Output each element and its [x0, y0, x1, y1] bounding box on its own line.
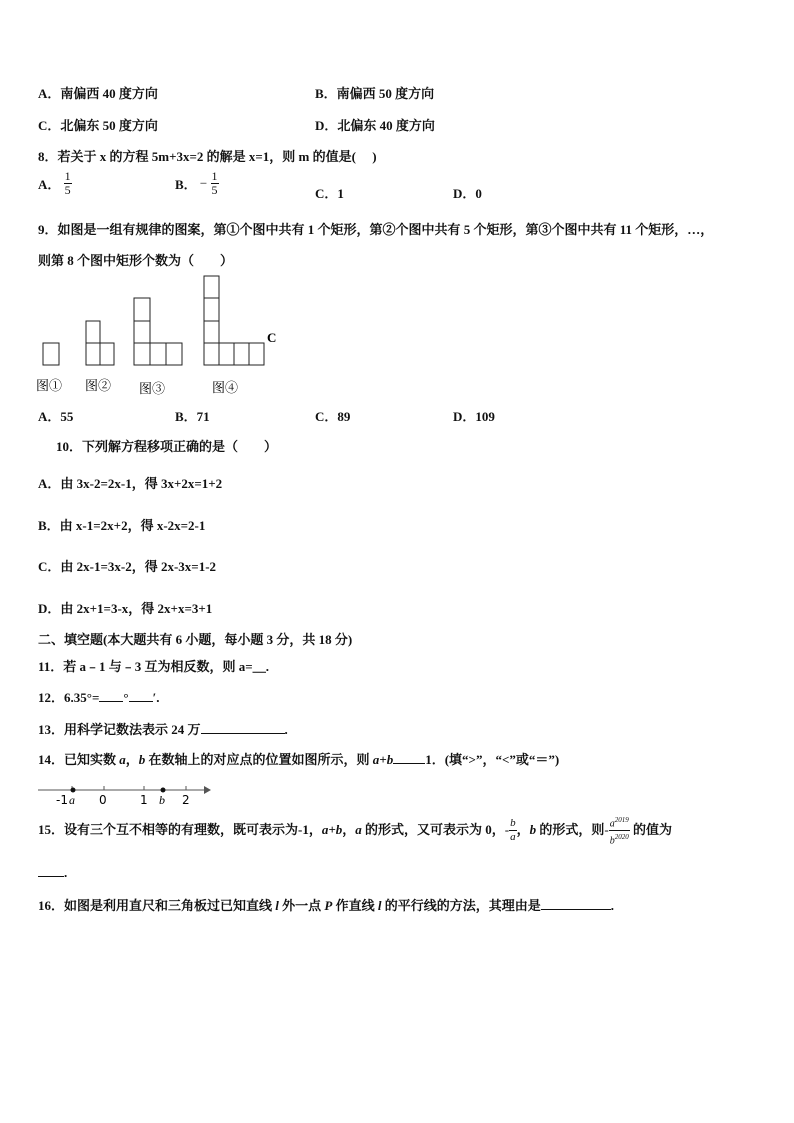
q8-option-a-label: A． [38, 177, 61, 192]
answer-blank [38, 864, 64, 877]
point-a-label: a [69, 793, 75, 807]
q16-mid: 外一点 [278, 898, 325, 913]
q12-text [38, 687, 159, 706]
q10-stem: 10．下列解方程移项正确的是（ ） [56, 439, 278, 454]
exponent: 2020 [614, 833, 629, 842]
base-a: a [609, 818, 615, 830]
fig3-rect [134, 298, 150, 321]
q8-option-a-fraction [64, 170, 72, 197]
q9-stem-line2: 则第 8 个图中矩形个数为（ ） [38, 253, 234, 268]
q14-suffix: 1．(填“>”，“<”或“＝”) [425, 752, 560, 767]
fig-label-1: 图① [36, 378, 63, 393]
minus-sign: - [504, 821, 510, 837]
var-b: b [138, 752, 146, 767]
q14-comma: ， [125, 752, 139, 767]
q15-period: . [64, 865, 68, 880]
var-b: b [529, 821, 537, 837]
q15-prefix: 15．设有三个互不相等的有理数，既可表示为-1， [38, 821, 322, 837]
fig4-rect [219, 343, 234, 365]
q15-text [38, 814, 672, 848]
point-a [71, 788, 76, 793]
var-l: l [377, 898, 382, 913]
fig4-rect [204, 321, 219, 343]
q15-line2 [38, 864, 67, 881]
q12-suffix: ′. [152, 690, 160, 705]
q15-mid: 的形式，则 [536, 821, 605, 837]
q15-sep: ， [516, 821, 530, 837]
expr-a-plus-b: a+b [372, 752, 394, 767]
answer-blank [393, 751, 425, 764]
minus-sign: - [604, 821, 609, 837]
q7-option-b: B．南偏西 50 度方向 [315, 86, 435, 101]
fraction-denominator: a [510, 831, 516, 844]
answer-blank [99, 689, 123, 702]
point-b-label: b [159, 793, 165, 807]
var-a: a [119, 752, 126, 767]
q15-suffix: 的值为 [629, 821, 673, 837]
q14-prefix: 14．已知实数 [38, 752, 120, 767]
var-a: a [355, 821, 362, 837]
q10-option-d: D．由 2x+1=3-x，得 2x+x=3+1 [38, 601, 213, 616]
q9-pattern-figure [30, 270, 290, 400]
q12-degree: ° [123, 690, 129, 705]
fig2-rect [100, 343, 114, 365]
q7-option-d: D．北偏东 40 度方向 [315, 118, 435, 133]
q9-stem-line1: 9．如图是一组有规律的图案，第①个图中共有 1 个矩形，第②个图中共有 5 个矩形，第③个图中共有 11 个矩形，…， [38, 222, 714, 237]
fraction-denominator: 5 [211, 183, 218, 197]
q14-text [38, 749, 559, 768]
fig3-rect [150, 343, 166, 365]
fig2-rect [86, 321, 100, 343]
q13-text [38, 719, 288, 738]
q10-option-c: C．由 2x-1=3x-2，得 2x-3x=1-2 [38, 559, 217, 574]
q13-suffix: . [284, 722, 288, 737]
fig3-rect [134, 321, 150, 343]
fig-label-4: 图④ [212, 380, 239, 395]
q8-option-c: C．1 [315, 186, 344, 201]
tick-label-neg1: -1 [56, 793, 68, 807]
tick-label-2: 2 [182, 793, 190, 807]
answer-blank [129, 689, 153, 702]
q8-option-b-fraction [211, 170, 219, 197]
answer-blank [541, 897, 611, 910]
q16-mid: 的平行线的方法，其理由是 [381, 898, 541, 913]
base-b: b [609, 835, 615, 847]
q9-option-d: D．109 [453, 409, 495, 424]
q10-option-b: B．由 x-1=2x+2，得 x-2x=2-1 [38, 518, 206, 533]
q15-sep: ， [342, 821, 356, 837]
q8-option-b-label: B． [175, 177, 197, 192]
fig4-rect [204, 276, 219, 298]
fig-extra-label: C [267, 330, 277, 345]
exponent: 2019 [614, 816, 629, 824]
q14-number-line [36, 781, 211, 807]
fig4-rect [204, 298, 219, 321]
q11-text: 11．若 a﹣1 与﹣3 互为相反数，则 a=＿. [38, 659, 269, 674]
q8-stem: 8．若关于 x 的方程 5m+3x=2 的解是 x=1，则 m 的值是( ) [38, 149, 377, 164]
minus-sign: − [199, 175, 208, 191]
arrow-right-icon [204, 786, 211, 794]
fraction-numerator [609, 814, 630, 831]
fig3-rect [166, 343, 182, 365]
fraction-numerator: 1 [211, 169, 218, 183]
fig4-rect [204, 343, 219, 365]
fig1-rect [43, 343, 59, 365]
q8-option-a [38, 170, 72, 197]
q7-option-c: C．北偏东 50 度方向 [38, 118, 158, 133]
q15-fraction-b-over-a [509, 817, 517, 844]
q8-option-d: D．0 [453, 186, 482, 201]
fraction-numerator: 1 [64, 169, 71, 183]
fig-label-3: 图③ [139, 381, 166, 396]
point-b [161, 788, 166, 793]
fraction-numerator: b [510, 817, 516, 830]
tick-label-1: 1 [140, 793, 148, 807]
fig4-rect [249, 343, 264, 365]
q12-prefix: 12．6.35°= [38, 690, 100, 705]
q16-prefix: 16．如图是利用直尺和三角板过已知直线 [38, 898, 276, 913]
var-p: P [324, 898, 333, 913]
q10-option-a: A．由 3x-2=2x-1，得 3x+2x=1+2 [38, 476, 223, 491]
answer-blank [201, 721, 285, 734]
section-heading: 二、填空题(本大题共有 6 小题，每小题 3 分，共 18 分) [38, 632, 353, 647]
fraction-denominator [609, 831, 630, 847]
fig4-rect [234, 343, 249, 365]
q9-option-a: A．55 [38, 409, 74, 424]
expr-a-plus-b: a+b [321, 821, 343, 837]
q15-power-fraction [609, 814, 630, 848]
tick-label-0: 0 [99, 793, 107, 807]
q7-option-a: A．南偏西 40 度方向 [38, 86, 158, 101]
q9-option-c: C．89 [315, 409, 351, 424]
q13-prefix: 13．用科学记数法表示 24 万 [38, 722, 201, 737]
q14-middle: 在数轴上的对应点的位置如图所示，则 [145, 752, 373, 767]
q9-option-b: B．71 [175, 409, 210, 424]
fig3-rect [134, 343, 150, 365]
q16-suffix: . [610, 898, 615, 913]
fraction-denominator: 5 [64, 183, 71, 197]
q16-mid: 作直线 [332, 898, 378, 913]
var-l: l [275, 898, 279, 913]
q16-text [38, 895, 614, 914]
q8-option-b [175, 170, 219, 197]
q15-mid: 的形式，又可表示为 0， [361, 821, 505, 837]
fig2-rect [86, 343, 100, 365]
fig-label-2: 图② [85, 378, 112, 393]
